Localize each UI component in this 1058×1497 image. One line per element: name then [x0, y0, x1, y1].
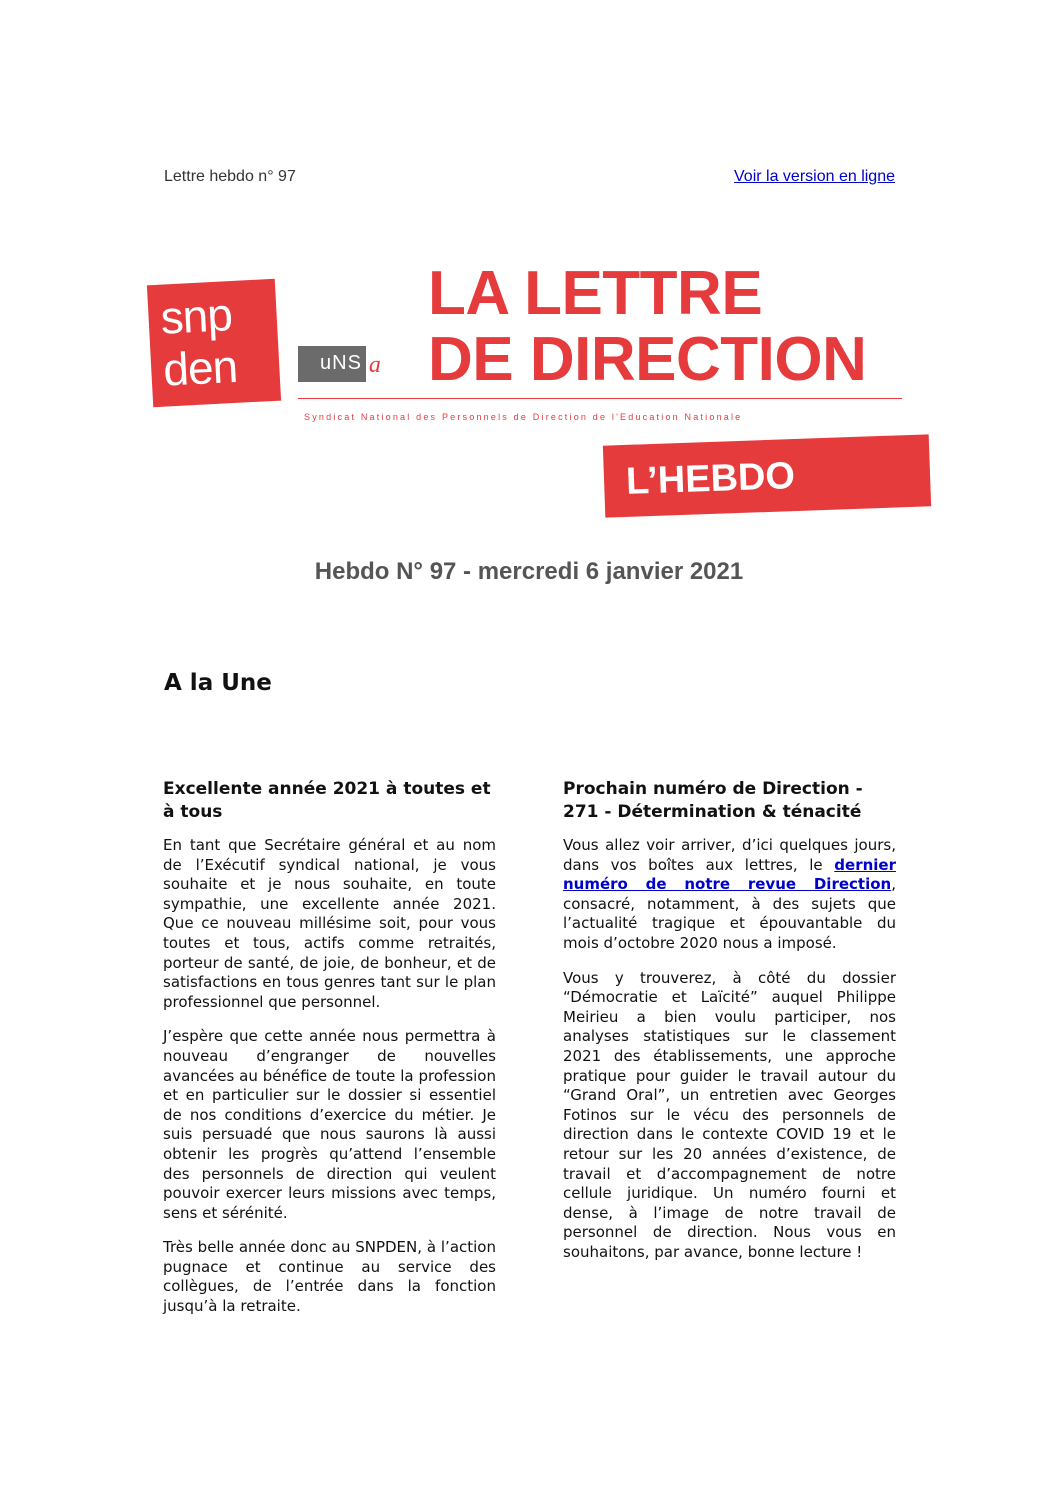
hebdo-banner	[603, 434, 931, 517]
logo-snp-text: snp	[159, 288, 234, 344]
article-right-p1-text-end: , consacré, notamment, à des sujets que l’actualité tragique et épouvantable du mois d’octobre 2020 nous a imposé.	[563, 875, 896, 952]
brand-divider	[298, 398, 902, 399]
article-right-paragraph-2: Vous y trouverez, à côté du dossier “Démocratie et Laïcité” auquel Philippe Meirieu a bien voulu participer, nos analyses statistiques sur le classement 2021 des établissements, une approche pratique pour guider le travail autour du “Grand Oral”, un entretien avec Georges Fotinos sur le vécu des personnels de direction dans le contexte COVID 19 et le retour sur les 20 années d’existence, de travail et d’accompagnement de notre cellule juridique. Un numéro fourni et dense, à l’image de notre travail de personnel de direction. Nous vous en souhaitons, par avance, bonne lecture !	[563, 968, 896, 1261]
snpden-logo	[147, 279, 281, 408]
brand-title-line2: DE DIRECTION	[428, 325, 867, 394]
issue-reference: Lettre hebdo n° 97	[164, 168, 296, 185]
article-right-paragraph-1	[563, 836, 896, 954]
article-left-paragraph-1: En tant que Secrétaire général et au nom de l’Exécutif syndical national, je vous souhaite et je nous souhaite, en toute sympathie, une excellente année 2021. Que ce nouveau millésime soit, pour vous toutes et tous, actifs comme retraités, porteur de santé, de joie, de bonheur, et de satisfactions en tous genres tant sur le plan professionnel que personnel.	[163, 836, 496, 1011]
article-left	[163, 778, 496, 1332]
unsa-logo	[298, 346, 381, 382]
brand-tagline: Syndicat National des Personnels de Direction de l'Education Nationale	[304, 412, 743, 422]
issue-title: Hebdo N° 97 - mercredi 6 janvier 2021	[314, 558, 744, 585]
view-online-link[interactable]: Voir la version en ligne	[734, 168, 895, 185]
article-right	[563, 778, 896, 1277]
article-right-p1-text: Vous allez voir arriver, d’ici quelques jours, dans vos boîtes aux lettres, le	[563, 836, 896, 874]
article-right-title: Prochain numéro de Direction - 271 - Détermination & ténacité	[563, 779, 863, 822]
brand-title-line1: LA LETTRE	[428, 259, 763, 328]
logo-den-text: den	[161, 339, 239, 396]
unsa-logo-a: a	[368, 352, 381, 378]
direction-magazine-link[interactable]: dernier numéro de notre revue Direction	[563, 855, 896, 894]
unsa-logo-text: uNS	[318, 346, 366, 382]
article-left-title: Excellente année 2021 à toutes et à tous	[163, 779, 491, 822]
section-title: A la Une	[164, 670, 272, 696]
unsa-logo-bar	[298, 346, 318, 382]
article-left-paragraph-2: J’espère que cette année nous permettra à nouveau d’engranger de nouvelles avancées au bénéfice de toute la profession et en particulier sur le dossier si essentiel de nos conditions d’exercice du métier. Je suis persuadé que nous saurons là aussi obtenir les progrès qu’attend l’ensemble des personnels de direction qui veulent pouvoir exercer leurs missions avec temps, sens et sérénité.	[163, 1027, 496, 1222]
hebdo-banner-label: L’HEBDO	[625, 455, 796, 503]
article-left-paragraph-3: Très belle année donc au SNPDEN, à l’action pugnace et continue au service des collègues, de l’entrée dans la fonction jusqu’à la retraite.	[163, 1238, 496, 1316]
